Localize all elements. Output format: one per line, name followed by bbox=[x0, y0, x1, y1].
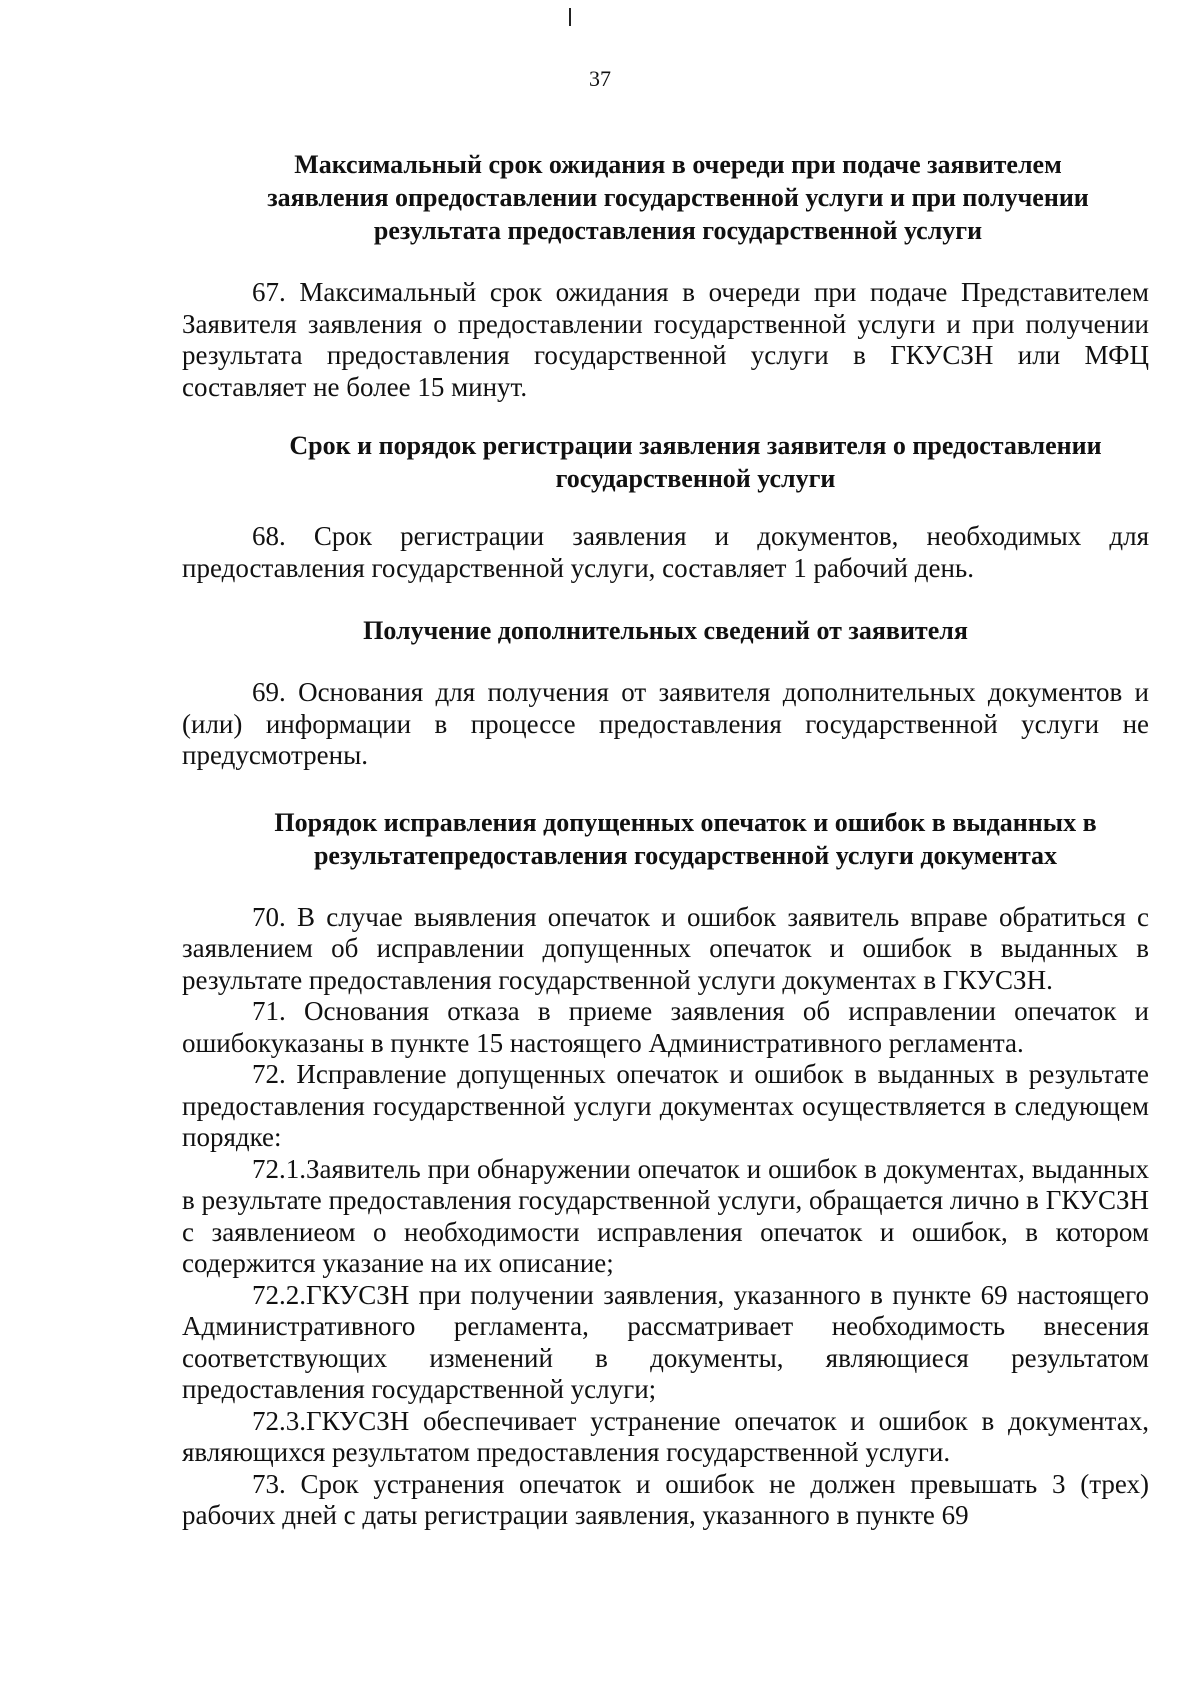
section-heading-registration: Срок и порядок регистрации заявления заявителя о предоставлении государственной услуги bbox=[289, 431, 1102, 493]
paragraph-72-2 bbox=[182, 1280, 1149, 1406]
paragraph-72 bbox=[182, 1059, 1149, 1154]
section-heading-additional-info: Получение дополнительных сведений от заявителя bbox=[363, 616, 968, 645]
paragraph-text: Основания для получения от заявителя дополнительных документов и (или) информации в процессе предоставления государственной услуги не предусмотрены. bbox=[182, 677, 1150, 770]
paragraph-text: Срок устранения опечаток и ошибок не должен превышать 3 (трех) рабочих дней с даты регистрации заявления, указанного в пункте 69 bbox=[182, 1468, 1149, 1530]
paragraph-number: 72.1. bbox=[252, 1153, 306, 1184]
paragraph-69 bbox=[182, 677, 1149, 772]
paragraph-71 bbox=[182, 996, 1149, 1059]
section-heading-queue-time: Максимальный срок ожидания в очереди при подаче заявителем заявления опредоставлении государственной услуги и при получении результата предоставления государственной услуги bbox=[267, 150, 1089, 245]
paragraph-number: 69. bbox=[252, 677, 286, 707]
document-body bbox=[182, 148, 1149, 1532]
paragraph-number: 68. bbox=[252, 521, 286, 551]
paragraph-text: Основания отказа в приеме заявления об исправлении опечаток и ошибокуказаны в пункте 15 настоящего Административного регламента. bbox=[182, 996, 1149, 1058]
paragraph-number: 71. bbox=[252, 996, 286, 1026]
paragraph-text: ГКУСЗН при получении заявления, указанного в пункте 69 настоящего Административного регламента, рассматривает необходимость внесения соответствующих изменений в документы, являющиеся результатом предоставления государственной услуги; bbox=[182, 1279, 1149, 1404]
paragraph-text: В случае выявления опечаток и ошибок заявитель вправе обратиться с заявлением об исправлении допущенных опечаток и ошибок в выданных в результате предоставления государственной услуги документах в ГКУСЗН. bbox=[182, 901, 1149, 995]
paragraph-73 bbox=[182, 1469, 1149, 1532]
paragraph-number: 72.3. bbox=[252, 1405, 306, 1436]
paragraph-68 bbox=[182, 521, 1149, 584]
paragraph-72-1 bbox=[182, 1154, 1149, 1280]
scan-mark bbox=[569, 8, 571, 26]
paragraph-number: 67. bbox=[252, 277, 286, 307]
paragraph-text: Срок регистрации заявления и документов, необходимых для предоставления государственной услуги, составляет 1 рабочий день. bbox=[182, 521, 1149, 583]
paragraph-number: 70. bbox=[252, 901, 286, 932]
section-heading-error-correction: Порядок исправления допущенных опечаток и ошибок в выданных в результатепредоставления государственной услуги документах bbox=[274, 807, 1097, 870]
paragraph-67 bbox=[182, 277, 1149, 403]
paragraph-number: 73. bbox=[252, 1468, 286, 1499]
paragraph-text: Максимальный срок ожидания в очереди при подаче Представителем Заявителя заявления о предоставлении государственной услуги и при получении результата предоставления государственной услуги в ГКУСЗН или МФЦ составляет не более 15 минут. bbox=[182, 277, 1150, 402]
paragraph-text: ГКУСЗН обеспечивает устранение опечаток и ошибок в документах, являющихся результатом предоставления государственной услуги. bbox=[182, 1405, 1149, 1467]
paragraph-70 bbox=[182, 902, 1149, 997]
paragraph-72-3 bbox=[182, 1406, 1149, 1469]
paragraph-text: Исправление допущенных опечаток и ошибок в выданных в результате предоставления государственной услуги документах осуществляется в следующем порядке: bbox=[182, 1059, 1149, 1152]
paragraph-number: 72. bbox=[252, 1059, 286, 1089]
page-number: 37 bbox=[589, 66, 611, 91]
paragraph-text: Заявитель при обнаружении опечаток и ошибок в документах, выданных в результате предоставления государственной услуги, обращается лично в ГКУСЗН с заявлениеом о необходимости исправления опечаток и ошибок, в котором содержится указание на их описание; bbox=[182, 1153, 1149, 1278]
paragraph-number: 72.2. bbox=[252, 1279, 306, 1310]
